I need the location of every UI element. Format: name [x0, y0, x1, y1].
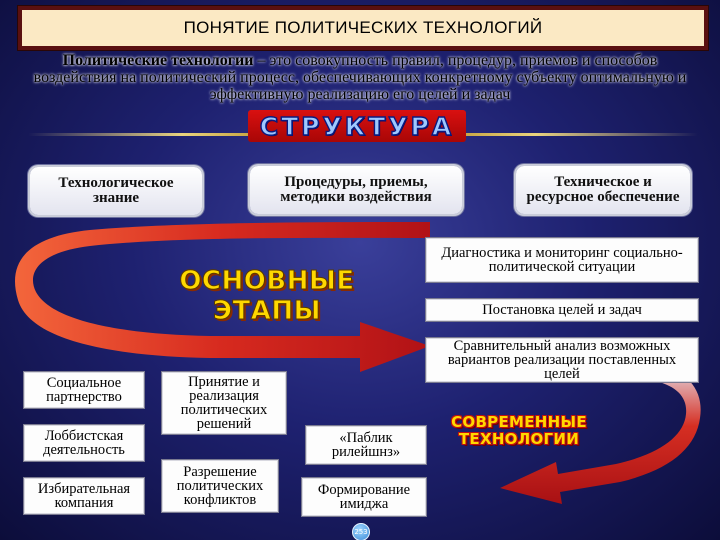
tech-box-lobbying [24, 425, 144, 461]
modern-heading-line1: СОВРЕМЕННЫЕ [451, 413, 587, 431]
tech-box-public-relations [306, 426, 426, 464]
tech-box-election-campaign [24, 478, 144, 514]
tech-item-label: «Паблик рилейшнз» [331, 430, 401, 460]
stage-item-label: Постановка целей и задач [482, 302, 642, 318]
tech-box-conflicts [162, 460, 278, 512]
stages-heading: ОСНОВНЫЕ ЭТАПЫ [179, 266, 355, 326]
stage-box-diagnostics [426, 238, 698, 282]
tech-item-label: Принятие и реализация политических решений [180, 374, 268, 432]
stage-item-label: Сравнительный анализ возможных вариантов реализации поставленных целей [447, 338, 677, 382]
tech-box-image [302, 478, 426, 516]
tech-item-label: Избирательная компания [37, 481, 131, 511]
stage-item-label: Диагностика и мониторинг социально-политической ситуации [441, 245, 683, 275]
tech-item-label: Разрешение политических конфликтов [176, 464, 264, 508]
page-number-text: 253 [354, 528, 368, 536]
tech-item-label: Лоббистская деятельность [43, 428, 125, 458]
tech-item-label: Формирование имиджа [317, 482, 411, 512]
tech-item-label: Социальное партнерство [46, 375, 122, 405]
definition-term: Политические технологии [62, 52, 254, 69]
tech-box-decisions [162, 372, 286, 434]
structure-item-label: Технологическое знание [58, 175, 174, 206]
modern-heading-line2: ТЕХНОЛОГИИ [458, 430, 580, 448]
page-number-badge [352, 523, 370, 540]
page-title-text: ПОНЯТИЕ ПОЛИТИЧЕСКИХ ТЕХНОЛОГИЙ [183, 18, 543, 37]
structure-heading: СТРУКТУРА [259, 111, 455, 141]
modern-technologies-heading [424, 414, 614, 448]
definition-body: – это совокупность правил, процедур, приемов и способов воздействия на политический процесс, обеспечивающих конкретному субъекту оптимальную и эффективную реализацию его целей и задач [33, 52, 687, 103]
stage-box-analysis [426, 338, 698, 382]
structure-item-label: Процедуры, приемы, методики воздействия [280, 174, 432, 205]
structure-item-label: Техническое и ресурсное обеспечение [526, 174, 680, 205]
tech-box-social-partnership [24, 372, 144, 408]
stage-box-goals [426, 299, 698, 321]
